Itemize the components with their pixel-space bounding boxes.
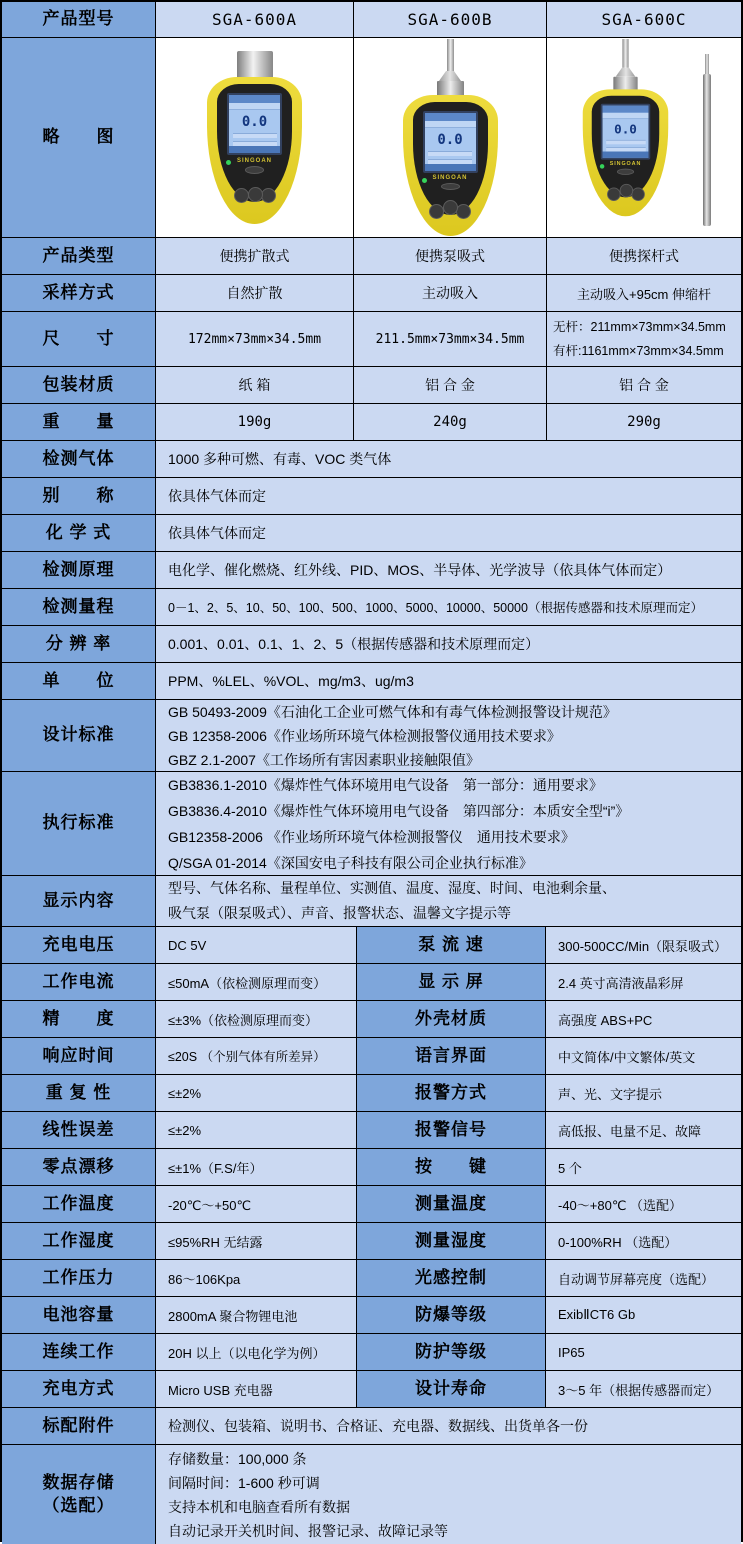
led-indicator-icon [599,164,604,168]
spec-label: 设计寿命 [357,1371,546,1408]
left-button-icon [429,204,444,219]
spec-label: 连续工作 [2,1334,156,1371]
spec-row-principle [2,552,741,589]
spec-value: 0-100%RH （选配） [546,1223,741,1260]
spec-value-a: 便携扩散式 [156,238,354,275]
dimension-with-rod: 有杆:1161mm×73mm×34.5mm [553,344,724,358]
spec-value: 中文简体/中文繁体/英文 [546,1038,741,1075]
right-button-icon [261,188,276,203]
probe-cone-icon [615,68,635,77]
spec-value [156,876,741,927]
spec-value-a: 172mm×73mm×34.5mm [156,312,354,367]
spec-value: ≤20S （个别气体有所差异） [156,1038,357,1075]
spec-value [156,1445,741,1544]
spec-value: ExibⅡCT6 Gb [546,1297,741,1334]
spec-value-a: 纸 箱 [156,367,354,404]
spec-label [2,1445,156,1544]
spec-value: ≤95%RH 无结露 [156,1223,357,1260]
spec-value-b: 211.5mm×73mm×34.5mm [354,312,547,367]
pair-row-working-pressure [2,1260,741,1297]
screen-data-line [428,151,472,156]
spec-row-packaging [2,367,741,404]
spec-value: ≤50mA（依检测原理而变） [156,964,357,1001]
spec-label: 防爆等级 [357,1297,546,1334]
spec-value-b: 240g [354,404,547,441]
spec-label: 测量湿度 [357,1223,546,1260]
spec-row-alias [2,478,741,515]
spec-label: 语言界面 [357,1038,546,1075]
spec-row-formula [2,515,741,552]
spec-value-c: 便携探杆式 [547,238,741,275]
spec-label: 检测气体 [2,441,156,478]
spec-label: 显 示 屏 [357,964,546,1001]
dimension-without-rod: 无杆：211mm×73mm×34.5mm [553,320,726,334]
spec-value-c: 290g [547,404,741,441]
display-content-line: 吸气泵（限泵吸式）、声音、报警状态、温馨文字提示等 [168,905,511,921]
spec-value: 86～106Kpa [156,1260,357,1297]
button-cluster [427,192,473,214]
pair-row-zero-drift [2,1149,741,1186]
spec-value: 1000 多种可燃、有毒、VOC 类气体 [156,441,741,478]
led-indicator-icon [422,178,427,183]
spec-value: DC 5V [156,927,357,964]
spec-value: 高低报、电量不足、故障 [546,1112,741,1149]
screen-titlebar [602,106,648,113]
spec-value-a: 190g [156,404,354,441]
spec-label: 电池容量 [2,1297,156,1334]
menu-button-icon [441,183,460,190]
brand-text: SINGOAN [236,157,272,164]
spec-value: 依具体气体而定 [156,478,741,515]
spec-value [156,700,741,772]
spec-value: 3～5 年（根据传感器而定） [546,1371,741,1408]
spec-value: IP65 [546,1334,741,1371]
spec-value: 自动调节屏幕亮度（选配） [546,1260,741,1297]
probe-tube-icon [447,39,454,71]
spec-value: 20H 以上（以电化学为例） [156,1334,357,1371]
pair-row-charge-voltage [2,927,741,964]
screen-status-icons [425,121,476,128]
spec-label: 光感控制 [357,1260,546,1297]
device-screen [600,104,650,160]
device-screen [227,93,282,155]
spec-row-design-standards [2,700,741,772]
spec-label: 测量温度 [357,1186,546,1223]
probe-tube-icon [622,39,628,68]
enter-button-icon [248,187,263,202]
spec-label: 尺 寸 [2,312,156,367]
pair-row-linearity [2,1112,741,1149]
pair-row-working-current [2,964,741,1001]
pair-row-continuous-work [2,1334,741,1371]
spec-label: 包装材质 [2,367,156,404]
button-cluster [604,177,645,197]
standard-line: GB 50493-2009《石油化工企业可燃气体和有毒气体检测报警设计规范》 [168,703,617,720]
screen-data-line [233,133,277,138]
spec-value-c: 铝 合 金 [547,367,741,404]
screen-bottombar [602,152,648,158]
spec-value: ≤±3%（依检测原理而变） [156,1001,357,1038]
spec-value-b: 主动吸入 [354,275,547,312]
probe-base-icon [437,81,464,96]
spec-value: -40～+80℃ （选配） [546,1186,741,1223]
enter-button-icon [619,183,633,197]
spec-label: 设计标准 [2,700,156,772]
probe-base-icon [613,77,637,91]
spec-label: 重 量 [2,404,156,441]
spec-value: 电化学、催化燃烧、红外线、PID、MOS、半导体、光学波导（依具体气体而定） [156,552,741,589]
spec-value [156,772,741,876]
standard-line: GBZ 2.1-2007《工作场所有害因素职业接触限值》 [168,751,480,768]
spec-row-accessories [2,1408,741,1445]
screen-bottombar [425,164,476,171]
product-photo-b [354,38,547,238]
screen-reading: 0.0 [241,114,268,130]
model-header-row [2,2,741,38]
product-photo-a [156,38,354,238]
spec-label: 外壳材质 [357,1001,546,1038]
sensor-cap-icon [237,51,273,78]
spec-value: 2.4 英寸高清液晶彩屏 [546,964,741,1001]
spec-label: 单 位 [2,663,156,700]
spec-value: ≤±2% [156,1075,357,1112]
spec-value: 2800mA 聚合物锂电池 [156,1297,357,1334]
spec-value-a: 自然扩散 [156,275,354,312]
spec-value: Micro USB 充电器 [156,1371,357,1408]
spec-row-resolution [2,626,741,663]
spec-row-range [2,589,741,626]
pair-row-working-humidity [2,1223,741,1260]
pair-row-working-temp [2,1186,741,1223]
spec-value: 声、光、文字提示 [546,1075,741,1112]
spec-label: 精 度 [2,1001,156,1038]
probe-cone-icon [439,71,461,81]
storage-label-line1: 数据存储 [42,1472,115,1492]
storage-line: 间隔时间：1-600 秒可调 [168,1474,320,1491]
spec-label: 工作电流 [2,964,156,1001]
spec-label: 工作压力 [2,1260,156,1297]
device-screen [423,111,478,173]
screen-status-icons [602,113,648,119]
gas-detector-pump-image [403,39,498,236]
pair-row-charging-method [2,1371,741,1408]
spec-value: ≤±1%（F.S/年） [156,1149,357,1186]
spec-label: 产品类型 [2,238,156,275]
spec-label: 报警信号 [357,1112,546,1149]
spec-value-c: 主动吸入+95cm 伸缩杆 [547,275,741,312]
spec-value-c [547,312,741,367]
storage-line: 支持本机和电脑查看所有数据 [168,1498,350,1515]
spec-value: 高强度 ABS+PC [546,1001,741,1038]
spec-label: 检测量程 [2,589,156,626]
enter-button-icon [443,200,458,215]
screen-titlebar [229,95,280,103]
spec-label: 执行标准 [2,772,156,876]
led-indicator-icon [226,160,231,165]
spec-label: 零点漂移 [2,1149,156,1186]
spec-value-b: 铝 合 金 [354,367,547,404]
device-body [207,77,302,224]
pair-row-repeatability [2,1075,741,1112]
device-panel [217,84,292,202]
spec-label: 充电方式 [2,1371,156,1408]
spec-label: 化 学 式 [2,515,156,552]
device-body [403,95,498,236]
pair-row-response-time [2,1038,741,1075]
model-name-b: SGA-600B [354,2,547,38]
screen-status-icons [229,103,280,110]
standard-line: GB12358-2006 《作业场所环境气体检测报警仪 通用技术要求》 [168,828,575,845]
spec-label: 分 辨 率 [2,626,156,663]
spec-label: 充电电压 [2,927,156,964]
spec-label: 工作湿度 [2,1223,156,1260]
spec-row-dimensions [2,312,741,367]
left-button-icon [606,188,620,202]
spec-label: 泵 流 速 [357,927,546,964]
screen-reading: 0.0 [613,122,637,138]
spec-value: ≤±2% [156,1112,357,1149]
spec-label: 按 键 [357,1149,546,1186]
spec-value: PPM、%LEL、%VOL、mg/m3、ug/m3 [156,663,741,700]
sketch-row [2,38,741,238]
spec-row-weight [2,404,741,441]
menu-button-icon [616,169,633,175]
left-button-icon [234,188,249,203]
spec-label: 线性误差 [2,1112,156,1149]
storage-line: 自动记录开关机时间、报警记录、故障记录等 [168,1522,448,1539]
display-content-line: 型号、气体名称、量程单位、实测值、温度、湿度、时间、电池剩余量、 [168,880,616,896]
spec-label: 别 称 [2,478,156,515]
spec-label: 防护等级 [357,1334,546,1371]
brand-text: SINGOAN [609,161,641,167]
spec-row-units [2,663,741,700]
spec-row-product-type [2,238,741,275]
device-panel [413,102,488,215]
screen-bottombar [229,146,280,153]
spec-row-gases [2,441,741,478]
telescopic-rod-icon [703,54,711,226]
button-cluster [232,176,278,202]
screen-reading: 0.0 [437,132,463,148]
spec-value: 依具体气体而定 [156,515,741,552]
model-name-a: SGA-600A [156,2,354,38]
storage-label-line2: （选配） [42,1495,115,1515]
brand-text: SINGOAN [432,175,468,182]
menu-button-icon [245,166,264,174]
spec-label: 重 复 性 [2,1075,156,1112]
pair-row-accuracy [2,1001,741,1038]
device-panel [591,96,659,197]
model-name-c: SGA-600C [547,2,741,38]
spec-value: -20℃～+50℃ [156,1186,357,1223]
device-body [582,89,668,216]
spec-row-execution-standards [2,772,741,876]
spec-value-b: 便携泵吸式 [354,238,547,275]
spec-row-data-storage [2,1445,741,1544]
spec-label: 报警方式 [357,1075,546,1112]
spec-row-display-content [2,876,741,927]
gas-detector-probe-image [582,39,668,216]
spec-label: 采样方式 [2,275,156,312]
standard-line: GB 12358-2006《作业场所环境气体检测报警仪通用技术要求》 [168,727,561,744]
spec-value: 0.001、0.01、0.1、1、2、5（根据传感器和技术原理而定） [156,626,741,663]
spec-label: 检测原理 [2,552,156,589]
spec-row-sampling [2,275,741,312]
standard-line: GB3836.1-2010《爆炸性气体环境用电气设备 第一部分：通用要求》 [168,776,603,793]
pair-row-battery [2,1297,741,1334]
sketch-label: 略 图 [2,38,156,238]
right-button-icon [456,204,471,219]
spec-label: 工作温度 [2,1186,156,1223]
spec-label: 显示内容 [2,876,156,927]
storage-line: 存储数量：100,000 条 [168,1450,307,1467]
screen-data-line [605,140,645,145]
screen-titlebar [425,113,476,121]
product-photo-c [547,38,741,238]
spec-value: 300-500CC/Min（限泵吸式） [546,927,741,964]
spec-value: 0－1、2、5、10、50、100、500、1000、5000、10000、50000（根据传感器和技术原理而定） [156,589,741,626]
model-header-label: 产品型号 [2,2,156,38]
spec-label: 标配附件 [2,1408,156,1445]
gas-detector-diffusion-image [207,51,302,224]
standard-line: GB3836.4-2010《爆炸性气体环境用电气设备 第四部分：本质安全型“i”》 [168,802,630,819]
spec-label: 响应时间 [2,1038,156,1075]
standard-line: Q/SGA 01-2014《深国安电子科技有限公司企业执行标准》 [168,854,533,871]
spec-value: 检测仪、包装箱、说明书、合格证、充电器、数据线、出货单各一份 [156,1408,741,1445]
spec-value: 5 个 [546,1149,741,1186]
